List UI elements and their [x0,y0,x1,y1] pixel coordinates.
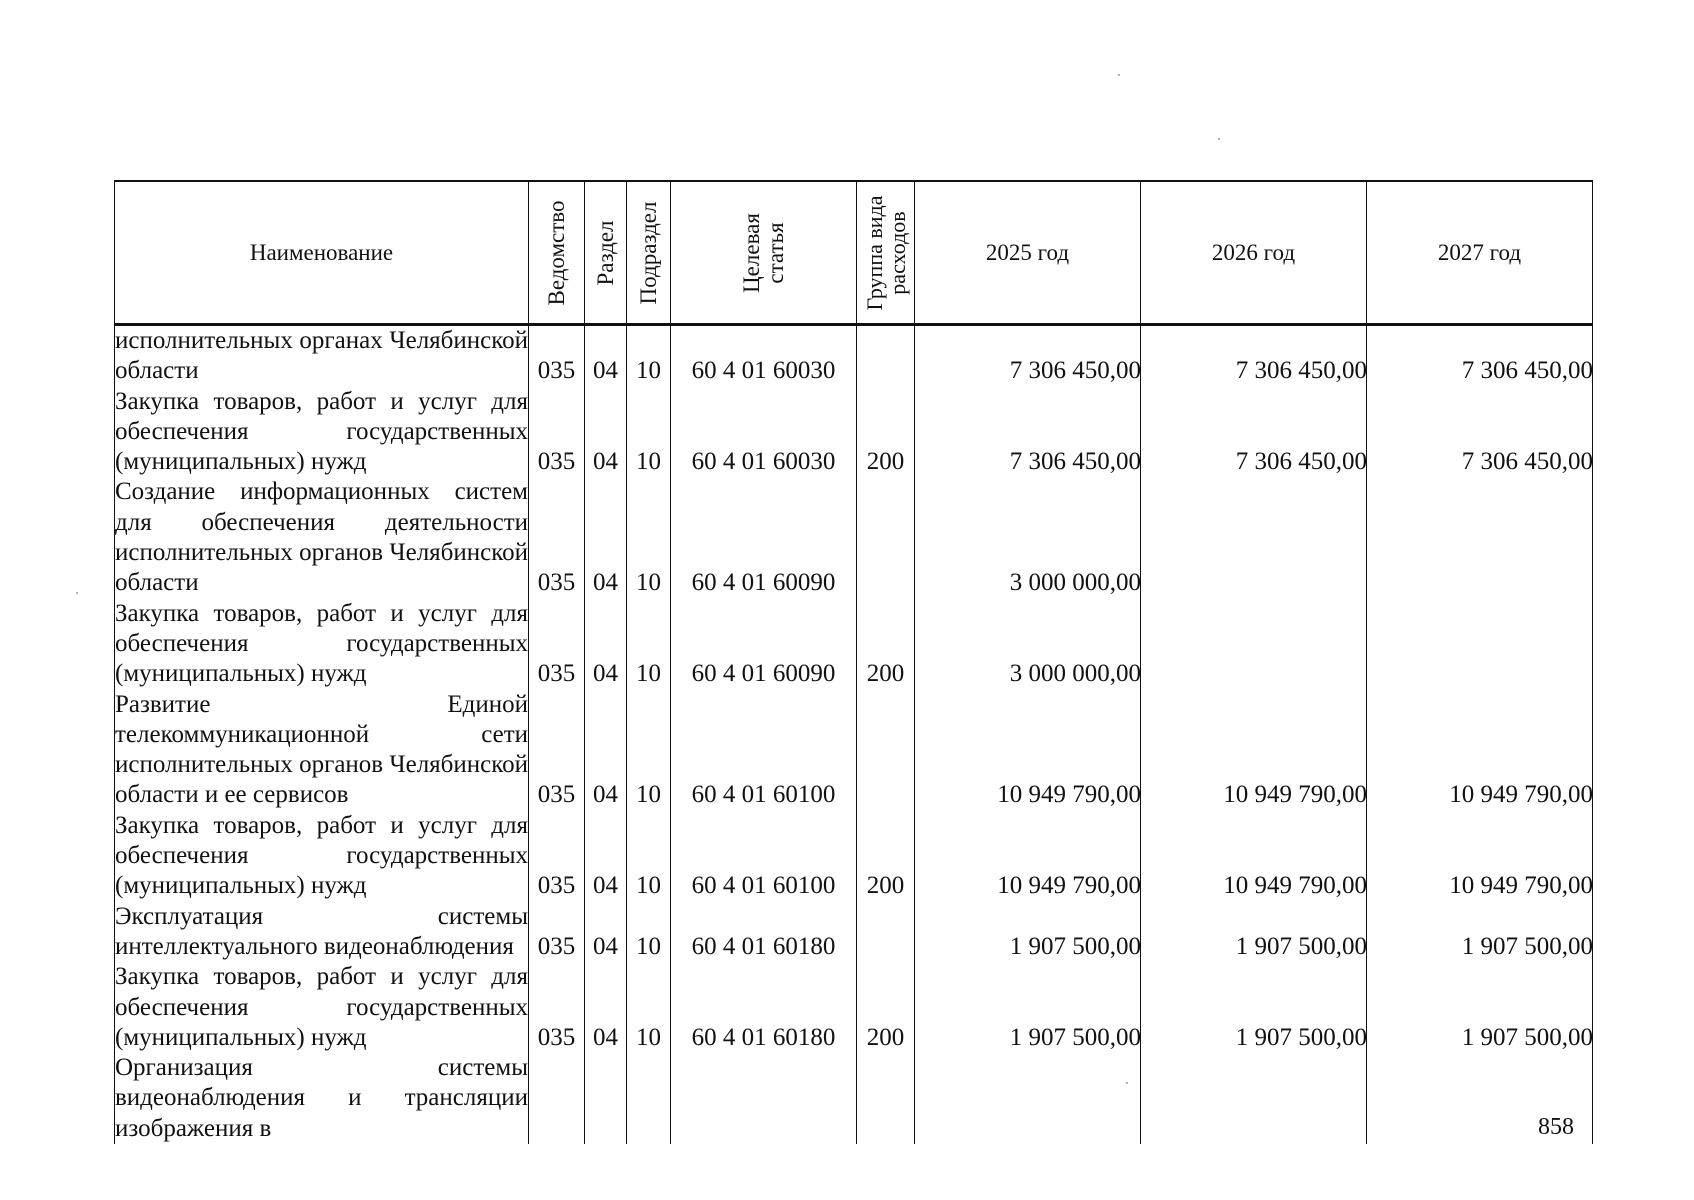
header-2025: 2025 год [915,181,1141,325]
row-sect: 04 [585,599,627,690]
row-subsect [627,1053,671,1144]
row-dept: 035 [529,690,585,811]
row-y2025: 3 000 000,00 [915,599,1141,690]
row-article: 60 4 01 60100 [671,811,857,902]
row-y2027 [1367,477,1593,598]
row-subsect: 10 [627,387,671,478]
row-name: Развитие Единой телекоммуникационной сети исполнительных органов Челябинской области и ее сервисов [115,690,529,811]
table-row [115,1053,1593,1144]
header-target-article: Целевая статья [671,181,857,325]
page-number: 858 [1538,1114,1574,1140]
row-dept [529,1053,585,1144]
row-y2026: 7 306 450,00 [1141,387,1367,478]
row-group [857,1053,915,1144]
row-y2025: 3 000 000,00 [915,477,1141,598]
row-article: 60 4 01 60180 [671,902,857,963]
row-y2026: 1 907 500,00 [1141,902,1367,963]
row-subsect: 10 [627,477,671,598]
row-article: 60 4 01 60100 [671,690,857,811]
row-subsect: 10 [627,902,671,963]
header-department: Ведомство [529,181,585,325]
row-y2025: 10 949 790,00 [915,690,1141,811]
row-subsect: 10 [627,811,671,902]
row-y2025: 7 306 450,00 [915,325,1141,387]
row-name: Организация системы видеонаблюдения и трансляции изображения в [115,1053,529,1144]
table-row [115,325,1593,387]
table-row [115,902,1593,963]
table-header-row [115,181,1593,325]
table-row [115,477,1593,598]
row-y2025: 7 306 450,00 [915,387,1141,478]
row-subsect: 10 [627,325,671,387]
row-article: 60 4 01 60090 [671,599,857,690]
header-2027: 2027 год [1367,181,1593,325]
row-y2025 [915,1053,1141,1144]
table-row [115,690,1593,811]
row-article: 60 4 01 60180 [671,962,857,1053]
row-dept: 035 [529,902,585,963]
row-name: исполнительных органах Челябинской области [115,325,529,387]
scan-speck [1118,74,1120,76]
table-row [115,599,1593,690]
row-name: Закупка товаров, работ и услуг для обеспечения государственных (муниципальных) нужд [115,811,529,902]
row-subsect: 10 [627,599,671,690]
budget-table [114,180,1593,1144]
row-name: Создание информационных систем для обеспечения деятельности исполнительных органов Челябинской области [115,477,529,598]
row-sect: 04 [585,477,627,598]
row-y2026 [1141,599,1367,690]
row-y2026: 1 907 500,00 [1141,962,1367,1053]
row-subsect: 10 [627,690,671,811]
row-name: Закупка товаров, работ и услуг для обеспечения государственных (муниципальных) нужд [115,599,529,690]
row-group: 200 [857,962,915,1053]
row-y2027: 1 907 500,00 [1367,902,1593,963]
row-group: 200 [857,387,915,478]
table-row [115,962,1593,1053]
row-name: Эксплуатация системы интеллектуального видеонаблюдения [115,902,529,963]
row-dept: 035 [529,387,585,478]
row-y2027: 7 306 450,00 [1367,325,1593,387]
row-y2025: 10 949 790,00 [915,811,1141,902]
header-name: Наименование [115,181,529,325]
row-group [857,902,915,963]
row-sect [585,1053,627,1144]
row-sect: 04 [585,387,627,478]
row-y2027: 1 907 500,00 [1367,962,1593,1053]
header-2026: 2026 год [1141,181,1367,325]
row-subsect: 10 [627,962,671,1053]
row-dept: 035 [529,811,585,902]
row-y2027: 7 306 450,00 [1367,387,1593,478]
row-article: 60 4 01 60030 [671,325,857,387]
row-group [857,690,915,811]
row-dept: 035 [529,325,585,387]
header-subsection: Подраздел [627,181,671,325]
row-group: 200 [857,599,915,690]
row-article: 60 4 01 60030 [671,387,857,478]
row-y2026 [1141,1053,1367,1144]
row-y2025: 1 907 500,00 [915,902,1141,963]
scan-speck [1126,1082,1128,1084]
row-sect: 04 [585,902,627,963]
row-y2027: 10 949 790,00 [1367,811,1593,902]
row-y2027 [1367,599,1593,690]
row-dept: 035 [529,599,585,690]
row-y2026: 7 306 450,00 [1141,325,1367,387]
row-article [671,1053,857,1144]
row-dept: 035 [529,477,585,598]
row-sect: 04 [585,690,627,811]
header-expense-group: Группа вида расходов [857,181,915,325]
row-sect: 04 [585,962,627,1053]
row-sect: 04 [585,325,627,387]
row-sect: 04 [585,811,627,902]
row-group: 200 [857,811,915,902]
row-y2027: 10 949 790,00 [1367,690,1593,811]
row-y2025: 1 907 500,00 [915,962,1141,1053]
scan-speck [76,592,78,594]
row-y2026 [1141,477,1367,598]
row-dept: 035 [529,962,585,1053]
row-y2026: 10 949 790,00 [1141,690,1367,811]
row-y2026: 10 949 790,00 [1141,811,1367,902]
table-row [115,387,1593,478]
row-group [857,477,915,598]
row-name: Закупка товаров, работ и услуг для обеспечения государственных (муниципальных) нужд [115,387,529,478]
table-row [115,811,1593,902]
row-group [857,325,915,387]
header-section: Раздел [585,181,627,325]
row-article: 60 4 01 60090 [671,477,857,598]
row-name: Закупка товаров, работ и услуг для обеспечения государственных (муниципальных) нужд [115,962,529,1053]
scan-speck [1218,138,1220,140]
